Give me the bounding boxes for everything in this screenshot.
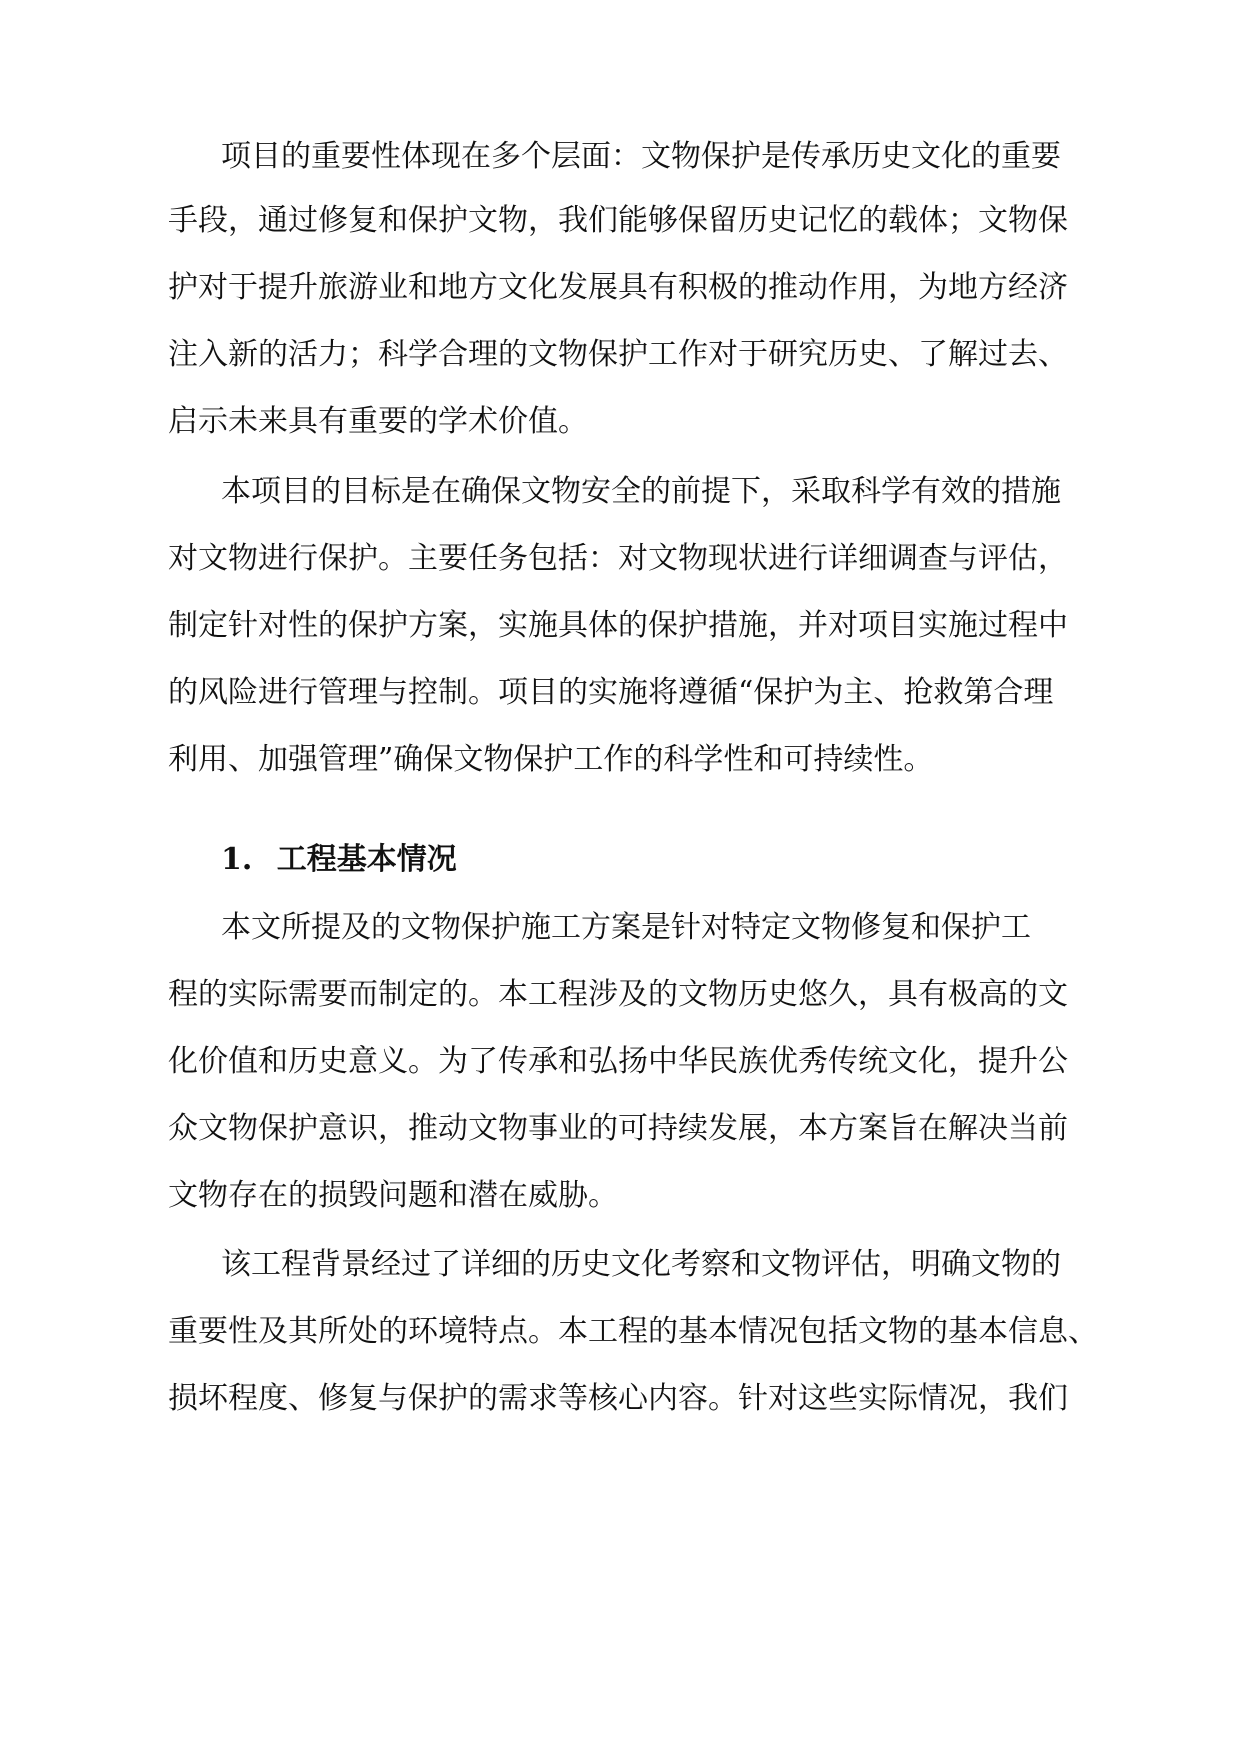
paragraph-1-line-2: 手段，通过修复和保护文物，我们能够保留历史记忆的载体；文物保 — [168, 203, 1068, 238]
paragraph-1-line-1: 项目的重要性体现在多个层面：文物保护是传承历史文化的重要 — [221, 139, 1061, 174]
paragraph-1-line-3: 护对于提升旅游业和地方文化发展具有积极的推动作用，为地方经济 — [168, 270, 1068, 305]
paragraph-2-line-2: 对文物进行保护。主要任务包括：对文物现状进行详细调查与评估， — [168, 541, 1068, 576]
section-paragraph-1-line-4: 众文物保护意识，推动文物事业的可持续发展，本方案旨在解决当前 — [168, 1111, 1068, 1146]
paragraph-2-line-5: 利用、加强管理”确保文物保护工作的科学性和可持续性。 — [168, 742, 934, 777]
section-paragraph-1-line-3: 化价值和历史意义。为了传承和弘扬中华民族优秀传统文化，提升公 — [168, 1044, 1068, 1079]
paragraph-1-line-5: 启示未来具有重要的学术价值。 — [168, 404, 588, 439]
section-paragraph-2-line-2: 重要性及其所处的环境特点。本工程的基本情况包括文物的基本信息、 — [168, 1314, 1098, 1349]
section-paragraph-1-line-1: 本文所提及的文物保护施工方案是针对特定文物修复和保护工 — [221, 910, 1031, 945]
paragraph-1-line-4: 注入新的活力；科学合理的文物保护工作对于研究历史、了解过去、 — [168, 337, 1068, 372]
section-heading-number: 1. — [221, 842, 253, 877]
section-heading — [221, 843, 457, 877]
paragraph-2-line-4: 的风险进行管理与控制。项目的实施将遵循“保护为主、抢救第合理 — [168, 675, 1054, 710]
section-paragraph-1-line-2: 程的实际需要而制定的。本工程涉及的文物历史悠久，具有极高的文 — [168, 977, 1068, 1012]
section-heading-title: 工程基本情况 — [276, 842, 457, 877]
section-paragraph-1-line-5: 文物存在的损毁问题和潜在威胁。 — [168, 1178, 618, 1213]
paragraph-2-line-3: 制定针对性的保护方案，实施具体的保护措施，并对项目实施过程中 — [168, 608, 1068, 643]
section-paragraph-2-line-1: 该工程背景经过了详细的历史文化考察和文物评估，明确文物的 — [221, 1247, 1061, 1282]
section-paragraph-2-line-3: 损坏程度、修复与保护的需求等核心内容。针对这些实际情况，我们 — [168, 1381, 1068, 1416]
paragraph-2-line-1: 本项目的目标是在确保文物安全的前提下，采取科学有效的措施 — [221, 474, 1061, 509]
